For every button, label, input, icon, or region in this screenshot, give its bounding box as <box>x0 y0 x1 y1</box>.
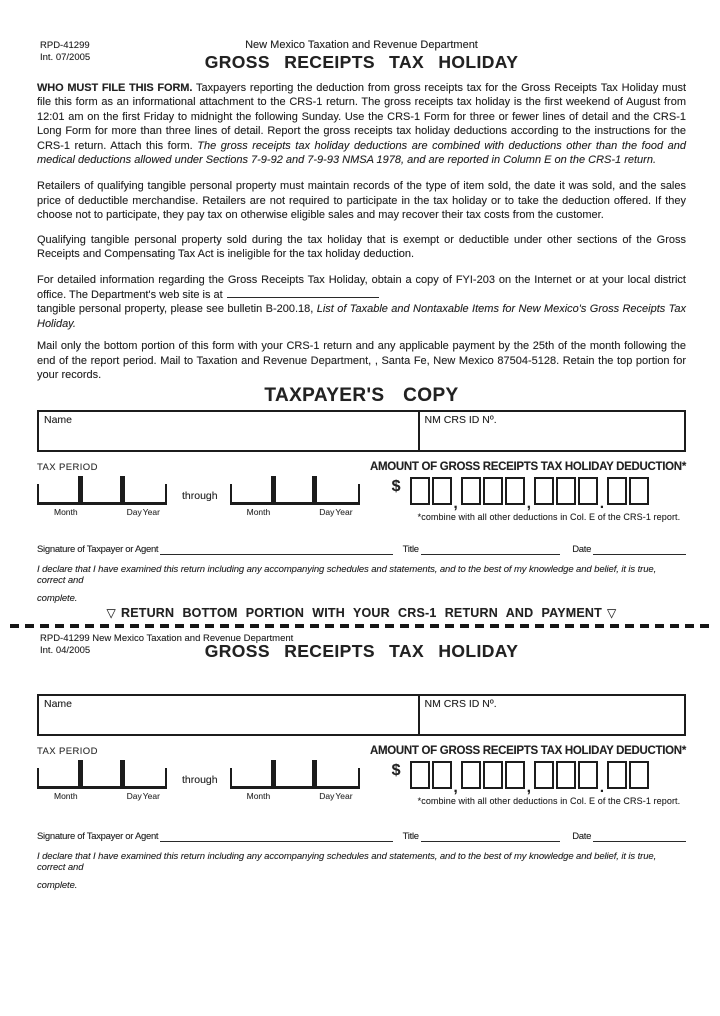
amount-box-cell[interactable] <box>505 477 525 505</box>
amount-separator: , <box>453 779 458 797</box>
year-label: Year <box>335 791 353 802</box>
return-bottom-instruction <box>37 606 686 620</box>
declaration-line1: I declare that I have examined this return including any accompanying schedules and statements, and to the best of my knowledge and belief, it is true, correct and <box>37 564 657 587</box>
comb-divider <box>312 760 317 786</box>
date-comb[interactable] <box>230 768 360 789</box>
crs-id-field[interactable]: NM CRS ID Nº. <box>424 698 497 711</box>
amount-box-cell[interactable] <box>483 477 503 505</box>
title-fill-line[interactable] <box>421 832 560 842</box>
amount-entry-boxes[interactable] <box>410 477 652 513</box>
name-field[interactable]: Name <box>39 696 420 734</box>
amount-box-cell[interactable] <box>556 761 576 789</box>
amount-separator: , <box>453 495 458 513</box>
detailed-info-paragraph <box>37 273 686 331</box>
form-number-line: RPD-41299 New Mexico Taxation and Revenue Department <box>40 633 294 645</box>
day-label: Day <box>319 507 335 518</box>
comb-divider <box>78 760 83 786</box>
day-label: Day <box>126 507 142 518</box>
comb-divider <box>120 760 125 786</box>
year-label: Year <box>142 791 160 802</box>
amount-box-cell[interactable] <box>578 477 598 505</box>
declaration-line2: complete. <box>37 880 78 892</box>
signature-label: Signature of Taxpayer or Agent <box>37 831 159 843</box>
signature-row-bottom <box>37 831 686 842</box>
amount-box-cell[interactable] <box>461 761 481 789</box>
who-must-file-lead: WHO MUST FILE THIS FORM. <box>37 82 193 94</box>
mail-paragraph: Mail only the bottom portion of this form with your CRS-1 return and any applicable payment by the 25th of the month following the end of the report period. Mail to Taxation and Revenue Department, , Santa Fe, New Mexico 87504-5128. Retain the top portion for your records. <box>37 340 686 381</box>
return-instruction-text: RETURN BOTTOM PORTION WITH YOUR CRS-1 RETURN AND PAYMENT <box>120 606 602 621</box>
who-must-file-italic: The gross receipts tax holiday deductions are combined with deductions other than the food and medical deductions allowed under Sections 7-9-92 and 7-9-93 NMSA 1978, and are reported in Column E on the CRS-1 return. <box>37 139 686 167</box>
amount-box-cell[interactable] <box>534 477 554 505</box>
tax-period-label: TAX PERIOD <box>37 462 98 474</box>
taxpayers-copy-heading: TAXPAYER'S COPY <box>264 385 459 407</box>
amount-separator: , <box>526 779 531 797</box>
period-amount-fields-bottom <box>37 761 686 806</box>
year-label: Year <box>142 507 160 518</box>
form-number-block <box>40 40 90 63</box>
date-comb[interactable] <box>37 484 167 505</box>
amount-separator: . <box>599 495 605 513</box>
month-label: Month <box>246 791 271 802</box>
form-number-block-bottom <box>40 633 293 656</box>
dollar-sign: $ <box>391 478 401 496</box>
cut-dashed-line <box>10 624 710 628</box>
form-title-bottom: GROSS RECEIPTS TAX HOLIDAY <box>204 641 519 662</box>
date-labels <box>230 791 360 801</box>
amount-box-cell[interactable] <box>410 477 430 505</box>
dollar-sign: $ <box>391 762 401 780</box>
form-number: RPD-41299 <box>40 40 90 51</box>
combine-note: *combine with all other deductions in Col. E of the CRS-1 report. <box>417 512 681 523</box>
period-amount-labels-bottom <box>37 745 686 757</box>
declaration-bottom <box>37 851 686 891</box>
period-amount-fields-top <box>37 477 686 522</box>
name-id-box-bottom <box>37 694 686 736</box>
bulletin-title-italic: List of Taxable and Nontaxable Items for New Mexico's Gross Receipts Tax Holiday. <box>37 303 686 330</box>
date-label: Date <box>572 831 592 843</box>
amount-box-cell[interactable] <box>629 477 649 505</box>
day-label: Day <box>126 791 142 802</box>
form-revision: Int. 04/2005 <box>40 644 91 656</box>
website-fill-line[interactable] <box>227 288 379 298</box>
period-amount-labels-top <box>37 461 686 473</box>
amount-box-cell[interactable] <box>534 761 554 789</box>
signature-fill-line[interactable] <box>160 832 392 842</box>
who-must-file-paragraph <box>37 81 686 167</box>
who-must-file-text: Taxpayers reporting the deduction from gross receipts tax for the Gross Receipts Tax Holiday must file this form as an informational attachment to the CRS-1 return. The gross receipts tax holiday is the first weekend of August from 12:01 am on the first Friday to midnight the following Sunday. Use the CRS-1 Form for three or fewer lines of detail and the CRS-1 Long Form for more than three lines of detail. Report the gross receipts tax holiday deductions according to the instructions for the CRS-1 return. Attach this form. <box>37 82 687 152</box>
detailed-info-text: For detailed information regarding the Gross Receipts Tax Holiday, obtain a copy of FYI-203 on the Internet or at your local district office. The Department's web site is at <box>37 274 686 301</box>
signature-fill-line[interactable] <box>160 545 392 555</box>
month-label: Month <box>54 791 78 802</box>
tax-period-end-field[interactable] <box>230 484 360 517</box>
title-fill-line[interactable] <box>421 545 560 555</box>
amount-box-cell[interactable] <box>461 477 481 505</box>
down-triangle-icon: ▽ <box>106 606 116 621</box>
amount-separator: , <box>526 495 531 513</box>
date-labels <box>37 791 167 801</box>
tax-period-end-field[interactable] <box>230 768 360 801</box>
deduction-amount-label: AMOUNT OF GROSS RECEIPTS TAX HOLIDAY DEDUCTION* <box>369 461 686 474</box>
amount-box-cell[interactable] <box>607 477 627 505</box>
comb-divider <box>120 476 125 502</box>
date-labels <box>230 507 360 517</box>
tax-period-start-field[interactable] <box>37 768 167 801</box>
crs-id-field[interactable]: NM CRS ID Nº. <box>424 414 497 427</box>
amount-separator: . <box>599 779 605 797</box>
date-comb[interactable] <box>230 484 360 505</box>
amount-box-cell[interactable] <box>432 477 452 505</box>
title-label: Title <box>402 544 419 556</box>
department-name: New Mexico Taxation and Revenue Department <box>245 39 478 51</box>
name-id-box-top <box>37 410 686 452</box>
amount-box-cell[interactable] <box>629 761 649 789</box>
form-header-top <box>37 36 686 76</box>
through-label: through <box>182 774 218 787</box>
signature-label: Signature of Taxpayer or Agent <box>37 544 159 556</box>
date-comb[interactable] <box>37 768 167 789</box>
amount-box-cell[interactable] <box>483 761 503 789</box>
amount-box-cell[interactable] <box>410 761 430 789</box>
day-label: Day <box>319 791 335 802</box>
title-label: Title <box>402 831 419 843</box>
amount-box-cell[interactable] <box>578 761 598 789</box>
declaration-top <box>37 564 686 604</box>
date-fill-line[interactable] <box>593 545 686 555</box>
form-header-bottom <box>37 632 686 668</box>
signature-row-top <box>37 544 686 555</box>
detailed-info-cont: tangible personal property, please see bulletin B-200.18, <box>37 303 317 316</box>
date-label: Date <box>572 544 592 556</box>
form-title: GROSS RECEIPTS TAX HOLIDAY <box>204 52 519 72</box>
combine-note: *combine with all other deductions in Col. E of the CRS-1 report. <box>417 796 681 807</box>
deduction-amount-label: AMOUNT OF GROSS RECEIPTS TAX HOLIDAY DEDUCTION* <box>369 745 686 758</box>
year-label: Year <box>335 507 353 518</box>
amount-box-cell[interactable] <box>432 761 452 789</box>
date-fill-line[interactable] <box>593 832 686 842</box>
comb-divider <box>78 476 83 502</box>
header-center <box>37 36 686 73</box>
comb-divider <box>271 476 276 502</box>
month-label: Month <box>246 507 271 518</box>
deduction-amount-group-bottom <box>392 761 681 806</box>
month-label: Month <box>54 507 78 518</box>
form-revision: Int. 07/2005 <box>40 51 91 63</box>
declaration-line2: complete. <box>37 593 78 605</box>
declaration-line1: I declare that I have examined this return including any accompanying schedules and statements, and to the best of my knowledge and belief, it is true, correct and <box>37 851 657 874</box>
date-labels <box>37 507 167 517</box>
comb-divider <box>312 476 317 502</box>
amount-box-cell[interactable] <box>556 477 576 505</box>
amount-box-cell[interactable] <box>505 761 525 789</box>
name-field[interactable]: Name <box>39 412 420 450</box>
tax-period-start-field[interactable] <box>37 484 167 517</box>
amount-entry-boxes[interactable] <box>410 761 652 797</box>
comb-divider <box>271 760 276 786</box>
retailers-paragraph: Retailers of qualifying tangible personal property must maintain records of the type of item sold, the date it was sold, and the sales price of deductible merchandise. Retailers are not required to participate in the tax holiday or to take the deduction offered. If they choose not to participate, they pay tax on otherwise eligible sales and may recover their tax costs from the customer. <box>37 180 686 222</box>
tax-period-label: TAX PERIOD <box>37 746 98 758</box>
through-label: through <box>182 490 218 503</box>
amount-box-cell[interactable] <box>607 761 627 789</box>
down-triangle-icon: ▽ <box>607 606 617 621</box>
qualifying-paragraph: Qualifying tangible personal property sold during the tax holiday that is exempt or deductible under other sections of the Gross Receipts and Compensating Tax Act is ineligible for the tax holiday deduction. <box>37 233 686 261</box>
deduction-amount-group-top <box>392 477 681 522</box>
